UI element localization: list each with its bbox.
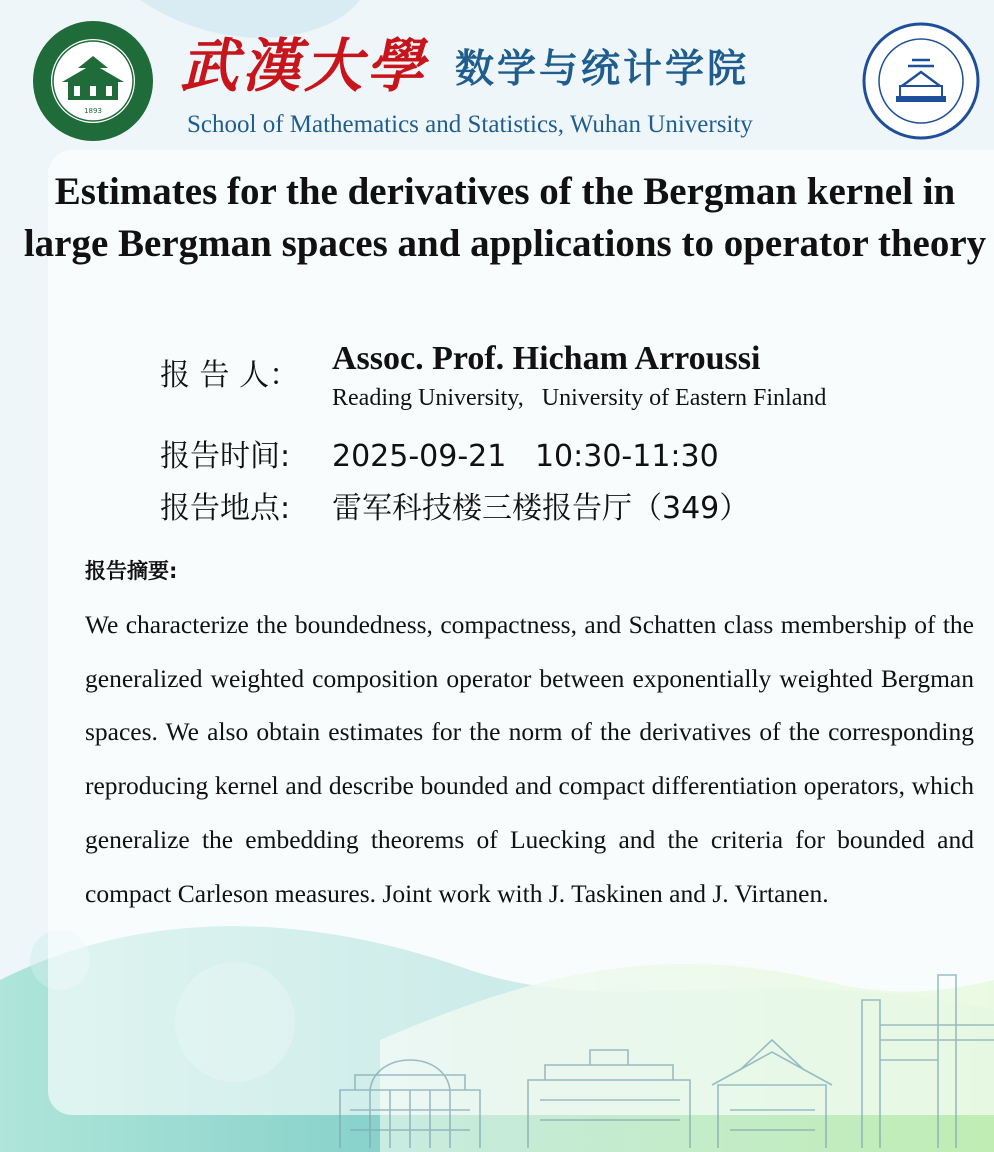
wuhan-university-seal-icon (32, 20, 154, 142)
svg-text:1893: 1893 (84, 107, 102, 115)
abstract-heading: 报告摘要: (85, 559, 178, 583)
school-name-zh: 数学与统计学院 (455, 47, 750, 92)
abstract-text: We characterize the boundedness, compactness, and Schatten class membership of the generalized weighted composition operator between exponentially weighted Bergman spaces. We also obtain estimates for the norm of the derivatives of the corresponding reproducing kernel and describe bounded and compact differentiation operators, which generalize the embedding theorems of Luecking and the criteria for bounded and compact Carleson measures. Joint work with J. Taskinen and J. Virtanen. (85, 610, 974, 908)
header (0, 0, 994, 150)
speaker-affiliation: Reading University, University of Eastern Finland (332, 385, 827, 411)
talk-title: Estimates for the derivatives of the Bergman kernel in large Bergman spaces and applications to operator theory (23, 170, 987, 265)
speaker-label: 报 告 人： (160, 358, 300, 393)
speaker-name: Assoc. Prof. Hicham Arroussi (332, 340, 761, 377)
time-label: 报告时间: (160, 439, 291, 474)
school-name-en: School of Mathematics and Statistics, Wuhan University (187, 111, 753, 138)
tianyuan-center-seal-icon (862, 22, 980, 140)
venue-value: 雷军科技楼三楼报告厅（349） (332, 491, 750, 526)
venue-label: 报告地点: (160, 491, 291, 526)
time-value: 2025-09-21 10:30-11:30 (332, 439, 719, 474)
university-name-zh: 武漢大學 (180, 32, 429, 100)
